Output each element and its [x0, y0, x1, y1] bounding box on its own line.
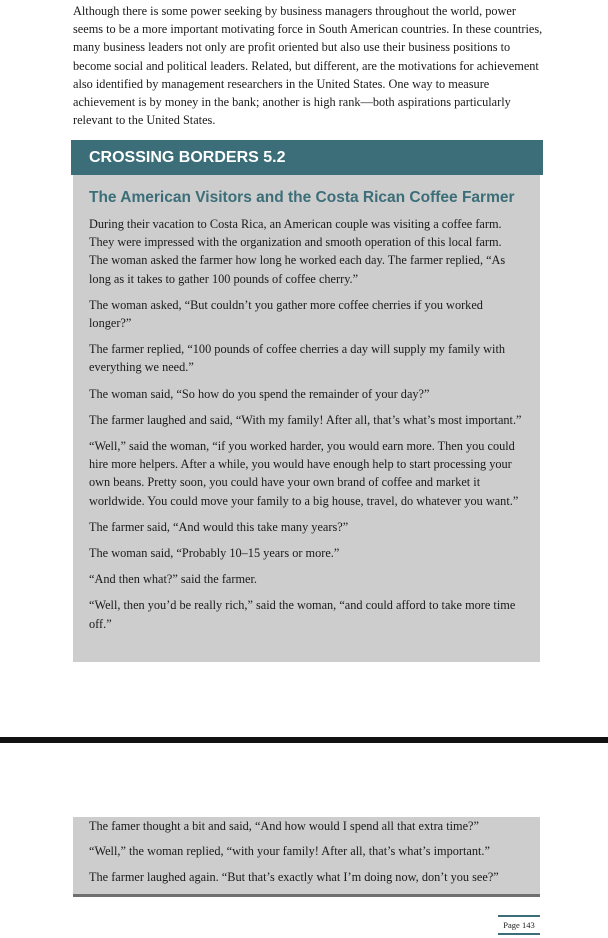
story-paragraph: The woman said, “So how do you spend the remainder of your day?” — [89, 386, 430, 401]
story-paragraph: The farmer laughed and said, “With my family! After all, that’s what’s most important.” — [89, 412, 522, 427]
story-paragraph: “Well,” the woman replied, “with your family! After all, that’s what’s important.” — [89, 844, 490, 859]
story-paragraph: The woman asked, “But couldn’t you gather more coffee cherries if you worked longer?” — [89, 297, 483, 331]
box-title: The American Visitors and the Costa Rican Coffee Farmer — [89, 189, 515, 206]
page-divider — [0, 737, 608, 743]
story-paragraph: During their vacation to Costa Rica, an American couple was visiting a coffee farm. They were impressed with the organization and smooth operation of this local farm. The woman asked the farmer how long he worked each day. The farmer replied, “As long as it takes to gather 100 pounds of coffee cherry.” — [89, 217, 506, 286]
story-paragraph: The famer thought a bit and said, “And how would I spend all that extra time?” — [89, 819, 479, 833]
story-paragraph: “Well, then you’d be really rich,” said the woman, “and could afford to take more time off.” — [89, 598, 516, 631]
story-paragraph: The woman said, “Probably 10–15 years or more.” — [89, 546, 340, 561]
story-paragraph: The farmer replied, “100 pounds of coffee cherries a day will supply my family with everything we need.” — [89, 342, 506, 375]
crossing-borders-box — [73, 175, 540, 662]
story-paragraph: “And then what?” said the farmer. — [89, 572, 257, 587]
crossing-borders-header: CROSSING BORDERS 5.2 — [71, 140, 543, 175]
story-paragraph: The farmer said, “And would this take many years?” — [89, 519, 349, 534]
crossing-borders-box-continued — [73, 817, 540, 897]
intro-paragraph: Although there is some power seeking by business managers throughout the world, power seems to be a more important motivating force in South American countries. In these countries, many business leaders not only are profit oriented but also use their business positions to become social and political leaders. Related, but different, are the motivations for achievement also identified by management researchers in the United States. One way to measure achievement is by money in the bank; another is high rank—both aspirations particularly relevant to the United States. — [73, 4, 543, 128]
page-number: Page 143 — [498, 915, 540, 935]
story-paragraph: The farmer laughed again. “But that’s exactly what I’m doing now, don’t you see?” — [89, 869, 499, 884]
story-paragraph: “Well,” said the woman, “if you worked harder, you would earn more. Then you could hire more helpers. After a while, you would have enough help to start processing your own beans. Pretty soon, you could have your own brand of coffee and market it worldwide. You could move your family to a big house, travel, do whatever you want.” — [89, 439, 519, 508]
